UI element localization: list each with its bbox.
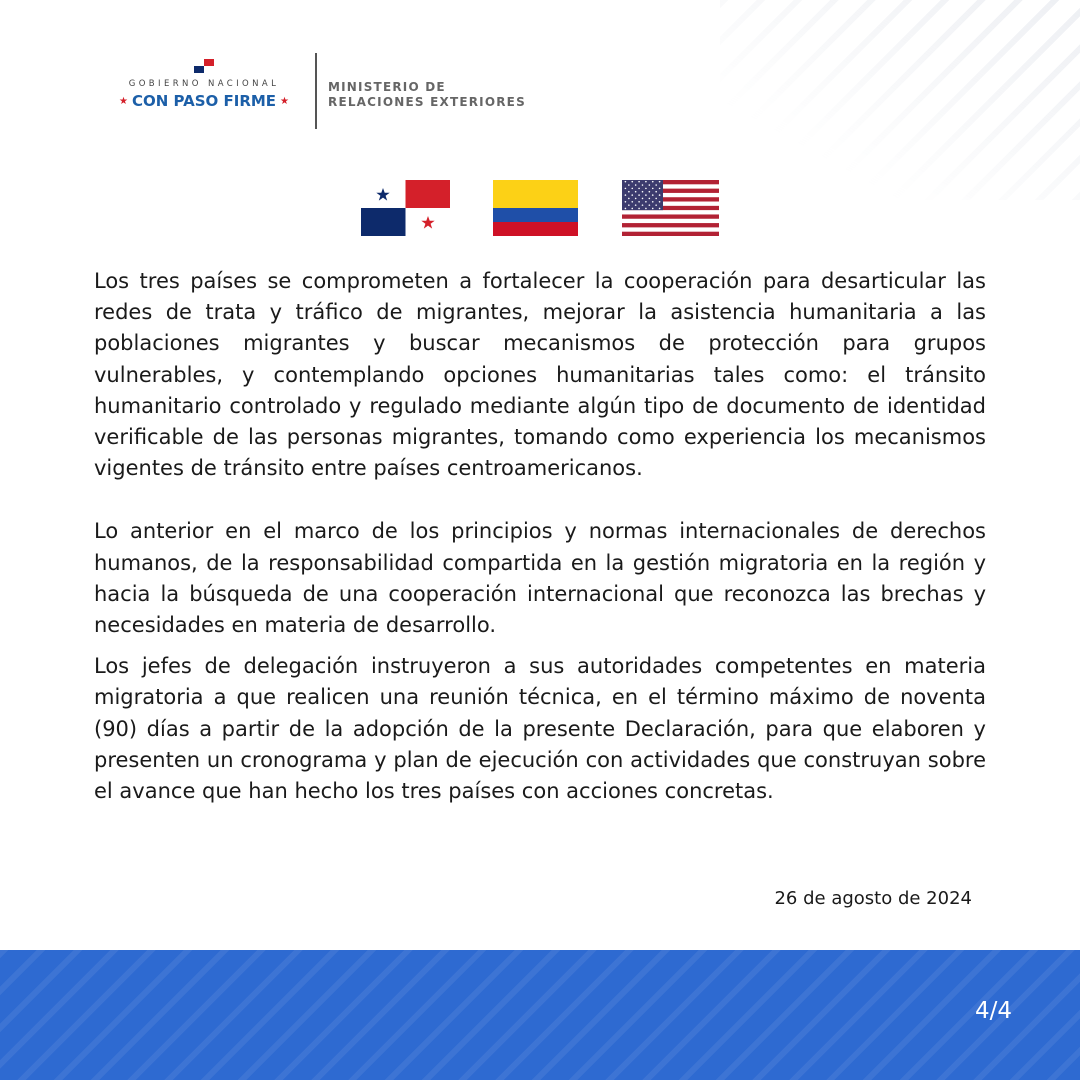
paragraph-1: Los tres países se comprometen a fortalecer la cooperación para desarticular las redes de trata y tráfico de migrantes, mejorar la asistencia humanitaria a las poblaciones migrantes y buscar mecanismos de protección para grupos vulnerables, y contemplando opciones humanitarias tales como: el tránsito humanitario controlado y regulado mediante algún tipo de documento de identidad verificable de las personas migrantes, tomando como experiencia los mecanismos vigentes de tránsito entre países centroamericanos. [94, 269, 986, 481]
panama-flag-icon [361, 180, 450, 236]
paragraph-2: Lo anterior en el marco de los principios y normas internacionales de derechos humanos, de la responsabilidad compartida en la gestión migratoria en la región y hacia la búsqueda de una cooperación internacional que reconozca las brechas y necesidades en materia de desarrollo. [94, 519, 986, 638]
usa-flag-icon [622, 180, 719, 236]
ministry-line-2: RELACIONES EXTERIORES [328, 95, 526, 109]
declaration-date: 26 de agosto de 2024 [774, 888, 972, 909]
logo-divider [315, 53, 317, 129]
decorative-stripes [720, 0, 1080, 200]
page-indicator: 4/4 [974, 998, 1012, 1024]
footer-bar [0, 950, 1080, 1080]
gobierno-logo [104, 58, 304, 110]
declaration-text [94, 266, 986, 807]
colombia-flag-icon [493, 180, 578, 236]
star-icon: ★ [118, 96, 128, 107]
paragraph-3: Los jefes de delegación instruyeron a sus autoridades competentes en materia migratoria a que realicen una reunión técnica, en el término máximo de noventa (90) días a partir de la adopción de la presente Declaración, para que elaboren y presenten un cronograma y plan de ejecución con actividades que construyan sobre el avance que han hecho los tres países con acciones concretas. [94, 654, 986, 804]
logo-top-text: GOBIERNO NACIONAL [128, 79, 280, 89]
panama-mini-flag-icon [194, 59, 214, 73]
ministry-name [328, 80, 526, 110]
star-icon: ★ [280, 96, 290, 107]
logo-main-label: CON PASO FIRME [131, 92, 277, 110]
ministry-line-1: MINISTERIO DE [328, 80, 446, 94]
logo-main-text [104, 92, 304, 110]
